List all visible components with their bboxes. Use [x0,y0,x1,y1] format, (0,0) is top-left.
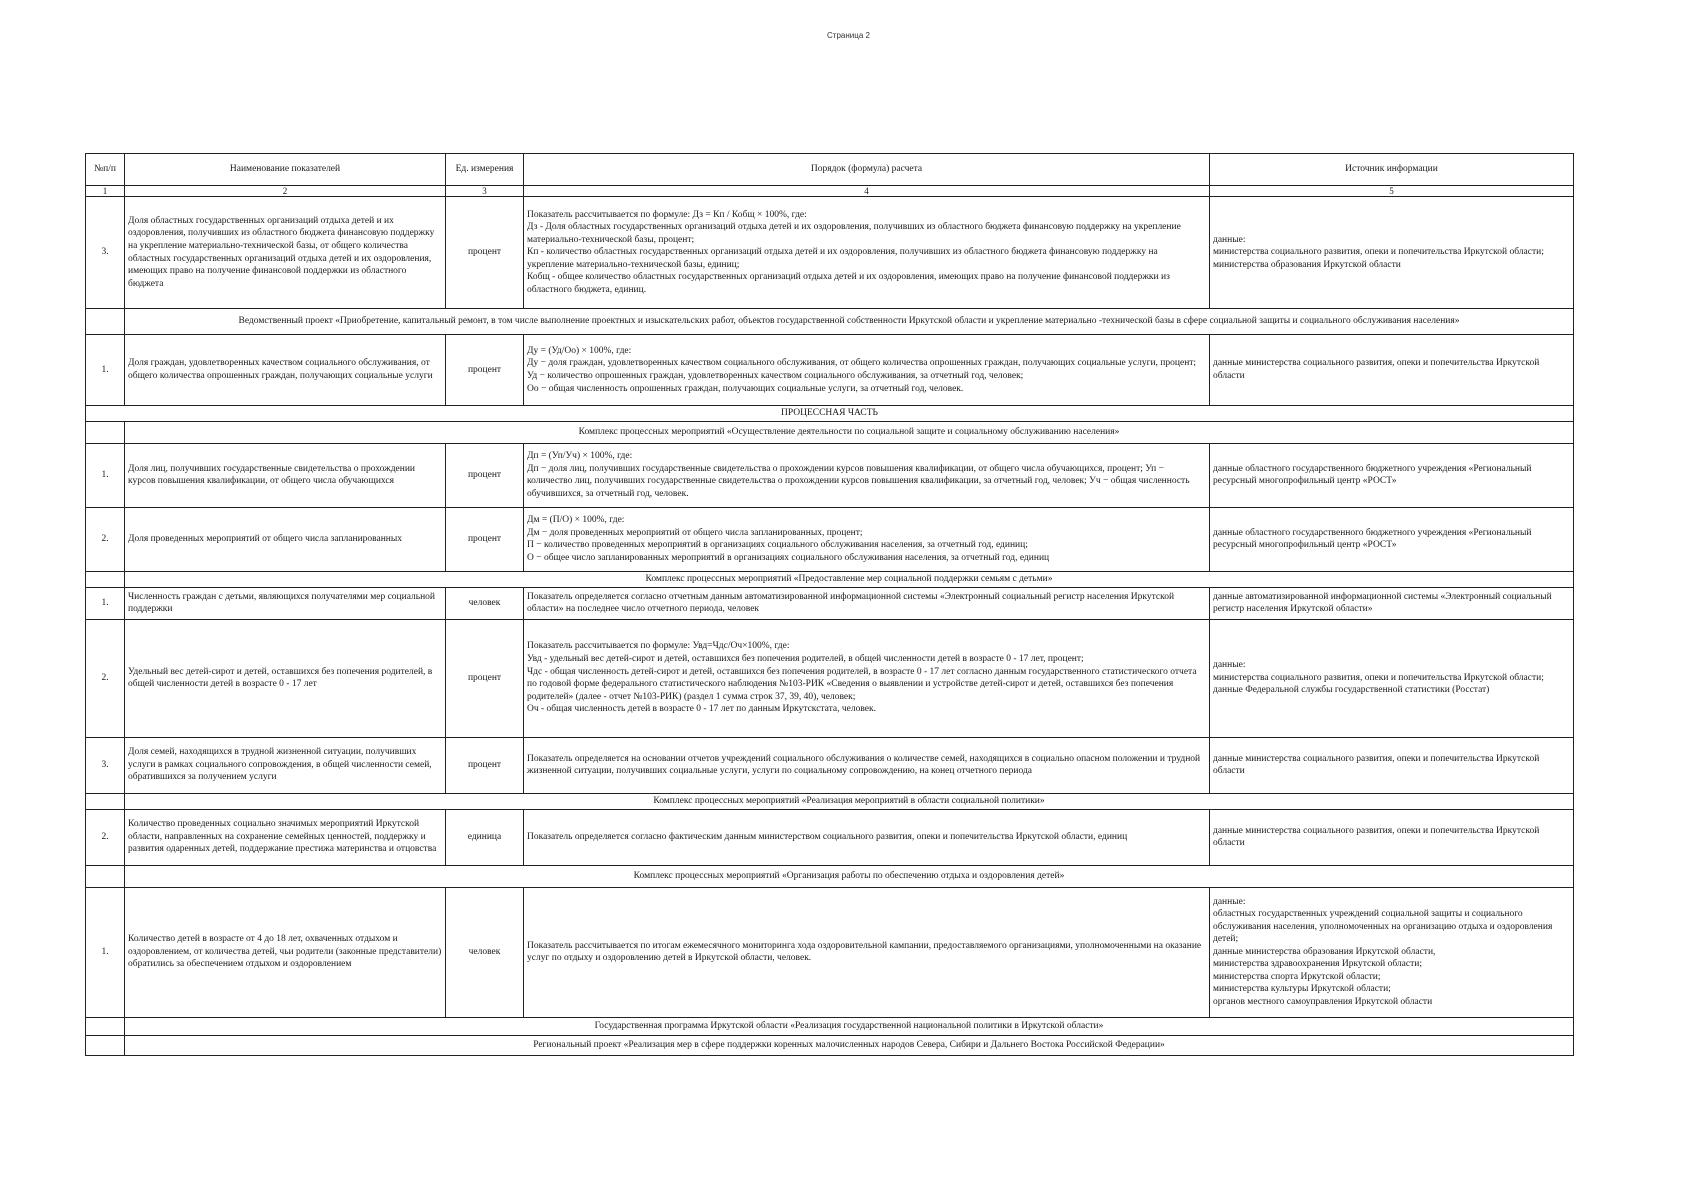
row-number: 3. [86,197,125,309]
section-row [86,421,1574,443]
section-title: Комплекс процессных мероприятий «Организация работы по обеспечению отдыха и оздоровления детей» [125,865,1574,887]
section-empty-cell [86,309,125,335]
section-empty-cell [86,421,125,443]
header-indicator-name: Наименование показателей [125,154,446,186]
column-number-row [86,186,1574,197]
unit-of-measure: процент [446,619,524,737]
indicator-name: Численность граждан с детьми, являющихся получателями мер социальной поддержки [125,587,446,619]
formula-line: П − количество проведенных мероприятий в организациях социального обслуживания населения, за отчетный год, единиц; [527,540,1028,551]
formula-line: Ду = (Уд/Оо) × 100%, где: [527,345,632,356]
source-line: данные областного государственного бюджетного учреждения «Региональный ресурсный многопрофильный центр «РОСТ» [1213,463,1532,487]
formula-line: Оо − общая численность опрошенных граждан, получающих социальные услуги, за отчетный год, человек. [527,383,964,394]
formula-line: Кп - количество областных государственных организаций отдыха детей и их оздоровления, получивших из областного бюджета финансовую поддержку на укрепление материально-технической базы, единиц; [527,247,1158,270]
source-line: данные министерства образования Иркутской области, [1213,946,1436,957]
table-row [86,887,1574,1017]
unit-of-measure: процент [446,197,524,309]
table-row [86,197,1574,309]
section-title: ПРОЦЕССНАЯ ЧАСТЬ [86,406,1574,422]
source-line: данные министерства социального развития, опеки и попечительства Иркутской области [1213,358,1540,381]
unit-of-measure: человек [446,587,524,619]
indicators-table [85,153,1574,1056]
page-number-label: Страница 2 [827,31,870,40]
information-source [1210,587,1574,619]
source-line: министерства образования Иркутской области [1213,259,1401,270]
section-row [86,793,1574,809]
formula-line: Чдс - общая численность детей-сирот и детей, оставшихся без попечения родителей, в возрасте 0 - 17 лет согласно данным государственного статистического отчета по годовой форме федерального статистического наблюдения №103-РИК «Сведения о выявлении и устройстве детей-сирот и детей, оставшихся без попечения родителей» (далее - отчет №103-РИК) (раздел 1 сумма строк 37, 39, 40), человек; [527,666,1197,702]
section-empty-cell [86,793,125,809]
formula-line: Дм = (П/О) × 100%, где: [527,514,625,525]
row-number: 2. [86,507,125,571]
source-line: данные министерства социального развития, опеки и попечительства Иркутской области [1213,825,1540,849]
column-number: 4 [524,186,1210,197]
source-line: данные областного государственного бюджетного учреждения «Региональный ресурсный многопрофильный центр «РОСТ» [1213,527,1532,551]
section-row [86,571,1574,587]
table-row [86,619,1574,737]
unit-of-measure: процент [446,507,524,571]
table-row [86,737,1574,793]
information-source [1210,887,1574,1017]
section-row [86,1035,1574,1055]
section-title: Региональный проект «Реализация мер в сфере поддержки коренных малочисленных народов Севера, Сибири и Дальнего Востока Российской Федерации» [125,1035,1574,1055]
formula-line: Показатель определяется на основании отчетов учреждений социального обслуживания о количестве семей, находящихся в социально опасном положении и трудной жизненной ситуации, получивших социальные услуги, услуги по социальному сопровождению, на конец отчетного периода [527,753,1201,777]
source-line: министерства здравоохранения Иркутской области; [1213,959,1422,970]
formula-line: Дз - Доля областных государственных организаций отдыха детей и их оздоровления, получивших из областного бюджета финансовую поддержку на укрепление материально-технической базы, процент; [527,222,1181,245]
section-title: Государственная программа Иркутской области «Реализация государственной национальной политики в Иркутской области» [125,1017,1574,1035]
indicator-name: Доля граждан, удовлетворенных качеством социального обслуживания, от общего количества опрошенных граждан, получающих социальные услуги [125,335,446,406]
calculation-formula [524,507,1210,571]
table-row [86,443,1574,507]
section-row [86,406,1574,422]
source-line: министерства социального развития, опеки и попечительства Иркутской области; [1213,672,1544,683]
calculation-formula [524,197,1210,309]
calculation-formula [524,887,1210,1017]
source-line: данные: [1213,234,1246,245]
formula-line: Кобщ - общее количество областных государственных организаций отдыха детей и их оздоровления, имеющих право на получение финансовой поддержки из областного бюджета, единиц. [527,272,1170,295]
calculation-formula [524,443,1210,507]
row-number: 2. [86,619,125,737]
section-empty-cell [86,571,125,587]
section-empty-cell [86,865,125,887]
indicator-name: Доля лиц, получивших государственные свидетельства о прохождении курсов повышения квалификации, от общего числа обучающихся [125,443,446,507]
row-number: 3. [86,737,125,793]
formula-line: О − общее число запланированных мероприятий в организациях социального обслуживания населения, за отчетный год, единиц [527,552,1050,563]
section-row [86,309,1574,335]
header-source: Источник информации [1210,154,1574,186]
calculation-formula [524,809,1210,865]
information-source [1210,737,1574,793]
source-line: областных государственных учреждений социальной защиты и социального обслуживания населения, уполномоченных на организацию отдыха и оздоровления детей; [1213,909,1553,945]
section-title: Комплекс процессных мероприятий «Осуществление деятельности по социальной защите и социальному обслуживанию населения» [125,421,1574,443]
row-number: 1. [86,887,125,1017]
source-line: министерства культуры Иркутской области; [1213,984,1391,995]
information-source [1210,809,1574,865]
information-source [1210,335,1574,406]
table-body [86,197,1574,1056]
section-title: Комплекс процессных мероприятий «Реализация мероприятий в области социальной политики» [125,793,1574,809]
formula-line: Ду − доля граждан, удовлетворенных качеством социального обслуживания, от общего количества опрошенных граждан, получающих социальные услуги, процент; [527,358,1197,369]
formula-line: Дп − доля лиц, получивших государственные свидетельства о прохождении курсов повышения квалификации, от общего числа обучающихся, процент; Уп − количество лиц, получивших государственные свидетельства о прохождении курсов повышения квалификации, за отчетный год, человек; Уч − общая численность обучившихся, за отчетный год, человек. [527,463,1190,499]
source-line: данные: [1213,660,1246,671]
information-source [1210,507,1574,571]
formula-line: Уд − количество опрошенных граждан, удовлетворенных качеством социального обслуживания, за отчетный год, человек; [527,371,1024,381]
section-row [86,1017,1574,1035]
formula-line: Показатель определяется согласно фактическим данным министерством социального развития, опеки и попечительства Иркутской области, единиц [527,831,1128,842]
formula-line: Оч - общая численность детей в возрасте 0 - 17 лет по данным Иркутскстата, человек. [527,704,876,715]
row-number: 1. [86,335,125,406]
header-unit: Ед. измерения [446,154,524,186]
unit-of-measure: процент [446,737,524,793]
table-row [86,507,1574,571]
column-number: 3 [446,186,524,197]
table-row [86,809,1574,865]
unit-of-measure: процент [446,335,524,406]
table-row [86,587,1574,619]
table-row [86,335,1574,406]
column-number: 5 [1210,186,1574,197]
unit-of-measure: человек [446,887,524,1017]
row-number: 2. [86,809,125,865]
indicator-name: Количество детей в возрасте от 4 до 18 лет, охваченных отдыхом и оздоровлением, от количества детей, чьи родители (законные представители) обратились за обеспечением отдыхом и оздоровлением [125,887,446,1017]
unit-of-measure: единица [446,809,524,865]
indicator-name: Доля проведенных мероприятий от общего числа запланированных [125,507,446,571]
row-number: 1. [86,587,125,619]
formula-line: Показатель рассчитывается по формуле: Увд=Чдс/Оч×100%, где: [527,641,790,652]
calculation-formula [524,737,1210,793]
information-source [1210,197,1574,309]
source-line: данные министерства социального развития, опеки и попечительства Иркутской области [1213,753,1540,777]
header-formula: Порядок (формула) расчета [524,154,1210,186]
information-source [1210,443,1574,507]
indicator-name: Количество проведенных социально значимых мероприятий Иркутской области, направленных на сохранение семейных ценностей, поддержку и развития одаренных детей, поддержание престижа материнства и отцовства [125,809,446,865]
formula-line: Показатель определяется согласно отчетным данным автоматизированной информационной системы «Электронный социальный регистр населения Иркутской области» на последнее число отчетного периода, человек [527,591,1175,615]
source-line: министерства социального развития, опеки и попечительства Иркутской области; [1213,247,1544,258]
information-source [1210,619,1574,737]
formula-line: Увд - удельный вес детей-сирот и детей, оставшихся без попечения родителей, в общей численности детей в возрасте 0 - 17 лет, процент; [527,653,1084,664]
calculation-formula [524,335,1210,406]
table-header-row [86,154,1574,186]
formula-line: Показатель рассчитывается по итогам ежемесячного мониторинга хода оздоровительной кампании, предоставляемого организациями, уполномоченными на оказание услуг по отдыху и оздоровлению детей в Иркутской области, человек. [527,940,1202,964]
formula-line: Показатель рассчитывается по формуле: Дз = Кп / Кобщ × 100%, где: [527,209,807,220]
section-title: Комплекс процессных мероприятий «Предоставление мер социальной поддержки семьям с детьми» [125,571,1574,587]
formula-line: Дп = (Уп/Уч) × 100%, где: [527,450,633,461]
column-number: 1 [86,186,125,197]
source-line: органов местного самоуправления Иркутской области [1213,996,1433,1007]
row-number: 1. [86,443,125,507]
section-row [86,865,1574,887]
indicator-name: Удельный вес детей-сирот и детей, оставшихся без попечения родителей, в общей численности детей в возрасте 0 - 17 лет [125,619,446,737]
source-line: данные Федеральной службы государственной статистики (Росстат) [1213,685,1490,696]
indicator-name: Доля семей, находящихся в трудной жизненной ситуации, получивших услуги в рамках социального сопровождения, в общей численности семей, обратившихся за получением услуги [125,737,446,793]
formula-line: Дм − доля проведенных мероприятий от общего числа запланированных, процент; [527,527,863,538]
source-line: данные: [1213,896,1246,907]
header-number: №п/п [86,154,125,186]
calculation-formula [524,619,1210,737]
unit-of-measure: процент [446,443,524,507]
source-line: министерства спорта Иркутской области; [1213,971,1381,982]
section-title: Ведомственный проект «Приобретение, капитальный ремонт, в том числе выполнение проектных и изыскательских работ, объектов государственной собственности Иркутской области и укрепление материально -технической базы в сфере социальной защиты и социального обслуживания населения» [125,309,1574,335]
section-empty-cell [86,1035,125,1055]
column-number: 2 [125,186,446,197]
section-empty-cell [86,1017,125,1035]
indicator-name: Доля областных государственных организаций отдыха детей и их оздоровления, получивших из областного бюджета финансовую поддержку на укрепление материально-технической базы, от общего количества областных государственных организаций отдыха детей и их оздоровления, имеющих право на получение финансовой поддержки из областного бюджета [125,197,446,309]
source-line: данные автоматизированной информационной системы «Электронный социальный регистр населения Иркутской области» [1213,591,1552,615]
calculation-formula [524,587,1210,619]
